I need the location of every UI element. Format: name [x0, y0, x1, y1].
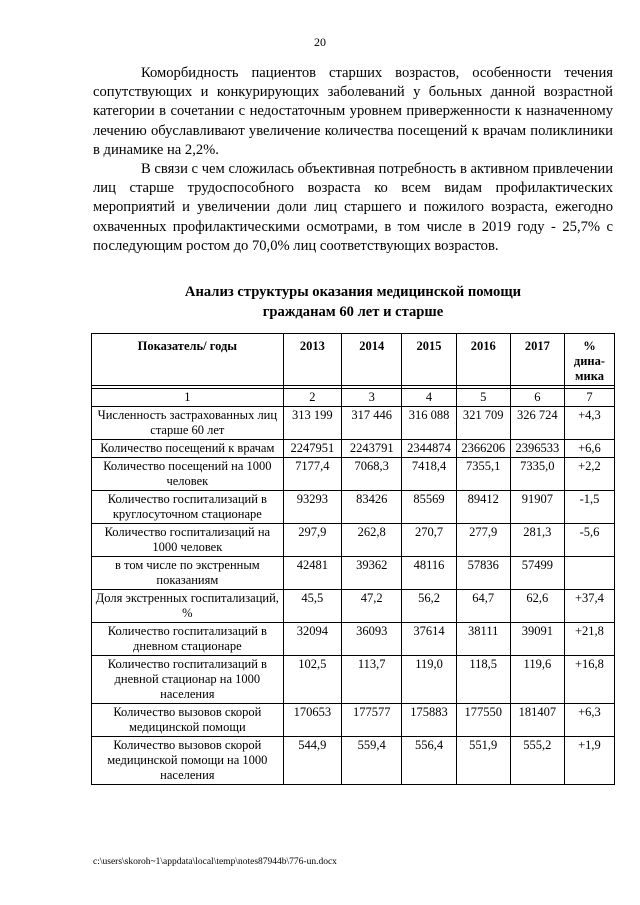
header-col-2: 2014	[342, 334, 402, 386]
medical-care-table	[91, 333, 615, 785]
value-cell: 93293	[283, 491, 341, 524]
value-cell: 262,8	[342, 524, 402, 557]
value-cell: 181407	[510, 704, 564, 737]
value-cell: 45,5	[283, 590, 341, 623]
paragraph-prevention: В связи с чем сложилась объективная потребность в активном привлечении лиц старше трудоспособного возраста ко всем видам профилактических мероприятий и увеличении доли лиц старшего и пожилого возраста, ежегодно охваченных профилактическими осмотрами, в том числе в 2019 году - 25,7% с последующим ростом до 70,0% лиц соответствующих возрастов.	[93, 161, 613, 254]
table-header-row	[92, 334, 615, 386]
row-label: Количество посещений на 1000 человек	[92, 458, 284, 491]
row-label: Количество госпитализаций на 1000 человек	[92, 524, 284, 557]
value-cell: 321 709	[456, 407, 510, 440]
value-cell: 39362	[342, 557, 402, 590]
index-cell: 7	[564, 389, 614, 407]
value-cell: 317 446	[342, 407, 402, 440]
value-cell: 7068,3	[342, 458, 402, 491]
value-cell	[564, 557, 614, 590]
value-cell: +6,6	[564, 440, 614, 458]
value-cell: 85569	[402, 491, 456, 524]
row-label: Количество госпитализаций в дневном стационаре	[92, 623, 284, 656]
table-row	[92, 590, 615, 623]
value-cell: 2396533	[510, 440, 564, 458]
row-label: Количество вызовов скорой медицинской помощи на 1000 населения	[92, 737, 284, 785]
value-cell: +21,8	[564, 623, 614, 656]
value-cell: -1,5	[564, 491, 614, 524]
value-cell: +37,4	[564, 590, 614, 623]
row-label: Количество посещений к врачам	[92, 440, 284, 458]
value-cell: 2243791	[342, 440, 402, 458]
index-cell: 6	[510, 389, 564, 407]
value-cell: 42481	[283, 557, 341, 590]
value-cell: +1,9	[564, 737, 614, 785]
table-row	[92, 656, 615, 704]
value-cell: 559,4	[342, 737, 402, 785]
value-cell: 113,7	[342, 656, 402, 704]
value-cell: 62,6	[510, 590, 564, 623]
index-cell: 4	[402, 389, 456, 407]
table-row	[92, 557, 615, 590]
value-cell: 2247951	[283, 440, 341, 458]
value-cell: 281,3	[510, 524, 564, 557]
value-cell: 7177,4	[283, 458, 341, 491]
header-col-1: 2013	[283, 334, 341, 386]
value-cell: 177550	[456, 704, 510, 737]
value-cell: 91907	[510, 491, 564, 524]
value-cell: 2344874	[402, 440, 456, 458]
value-cell: 64,7	[456, 590, 510, 623]
value-cell: 38111	[456, 623, 510, 656]
value-cell: 118,5	[456, 656, 510, 704]
value-cell: 119,6	[510, 656, 564, 704]
value-cell: 7335,0	[510, 458, 564, 491]
index-cell: 1	[92, 389, 284, 407]
row-label: Доля экстренных госпитализаций, %	[92, 590, 284, 623]
table-title-line2: гражданам 60 лет и старше	[262, 304, 444, 320]
value-cell: +6,3	[564, 704, 614, 737]
value-cell: 175883	[402, 704, 456, 737]
value-cell: 555,2	[510, 737, 564, 785]
value-cell: 119,0	[402, 656, 456, 704]
value-cell: 170653	[283, 704, 341, 737]
value-cell: 313 199	[283, 407, 341, 440]
table-row	[92, 524, 615, 557]
page-number: 20	[314, 35, 326, 49]
table-title-line1: Анализ структуры оказания медицинской помощи	[184, 284, 522, 300]
value-cell: +4,3	[564, 407, 614, 440]
value-cell: 544,9	[283, 737, 341, 785]
value-cell: 89412	[456, 491, 510, 524]
table-row	[92, 407, 615, 440]
table-row	[92, 737, 615, 785]
value-cell: 177577	[342, 704, 402, 737]
paragraph-comorbidity: Коморбидность пациентов старших возрастов, особенности течения сопутствующих и конкурирующих заболеваний у больных данной возрастной категории в сочетании с недостаточным уровнем приверженности к назначенному лечению обуславливают увеличение количества посещений к врачам поликлиники в динамике на 2,2%.	[93, 65, 613, 158]
value-cell: 39091	[510, 623, 564, 656]
table-row	[92, 458, 615, 491]
table-row	[92, 623, 615, 656]
row-label: Количество госпитализаций в дневной стационар на 1000 населения	[92, 656, 284, 704]
file-path-footer: c:\users\skoroh~1\appdata\local\temp\notes87944b\776-un.docx	[93, 857, 337, 867]
header-col-3: 2015	[402, 334, 456, 386]
value-cell: 57836	[456, 557, 510, 590]
value-cell: 326 724	[510, 407, 564, 440]
value-cell: 297,9	[283, 524, 341, 557]
row-label: в том числе по экстренным показаниям	[92, 557, 284, 590]
value-cell: +2,2	[564, 458, 614, 491]
value-cell: 277,9	[456, 524, 510, 557]
value-cell: 48116	[402, 557, 456, 590]
value-cell: 556,4	[402, 737, 456, 785]
value-cell: 316 088	[402, 407, 456, 440]
index-cell: 5	[456, 389, 510, 407]
value-cell: 102,5	[283, 656, 341, 704]
value-cell: 7418,4	[402, 458, 456, 491]
value-cell: -5,6	[564, 524, 614, 557]
table-index-row	[92, 389, 615, 407]
row-label: Количество госпитализаций в круглосуточном стационаре	[92, 491, 284, 524]
header-col-4: 2016	[456, 334, 510, 386]
header-indicator: Показатель/ годы	[92, 334, 284, 386]
value-cell: 270,7	[402, 524, 456, 557]
value-cell: 2366206	[456, 440, 510, 458]
value-cell: 83426	[342, 491, 402, 524]
row-label: Количество вызовов скорой медицинской помощи	[92, 704, 284, 737]
index-cell: 3	[342, 389, 402, 407]
value-cell: 57499	[510, 557, 564, 590]
value-cell: 37614	[402, 623, 456, 656]
value-cell: 551,9	[456, 737, 510, 785]
table-row	[92, 704, 615, 737]
value-cell: 36093	[342, 623, 402, 656]
table-row	[92, 440, 615, 458]
value-cell: 32094	[283, 623, 341, 656]
index-cell: 2	[283, 389, 341, 407]
value-cell: 56,2	[402, 590, 456, 623]
value-cell: +16,8	[564, 656, 614, 704]
header-col-6: % дина-мика	[564, 334, 614, 386]
row-label: Численность застрахованных лиц старше 60 лет	[92, 407, 284, 440]
header-col-5: 2017	[510, 334, 564, 386]
value-cell: 7355,1	[456, 458, 510, 491]
value-cell: 47,2	[342, 590, 402, 623]
table-row	[92, 491, 615, 524]
table-title	[93, 282, 613, 322]
